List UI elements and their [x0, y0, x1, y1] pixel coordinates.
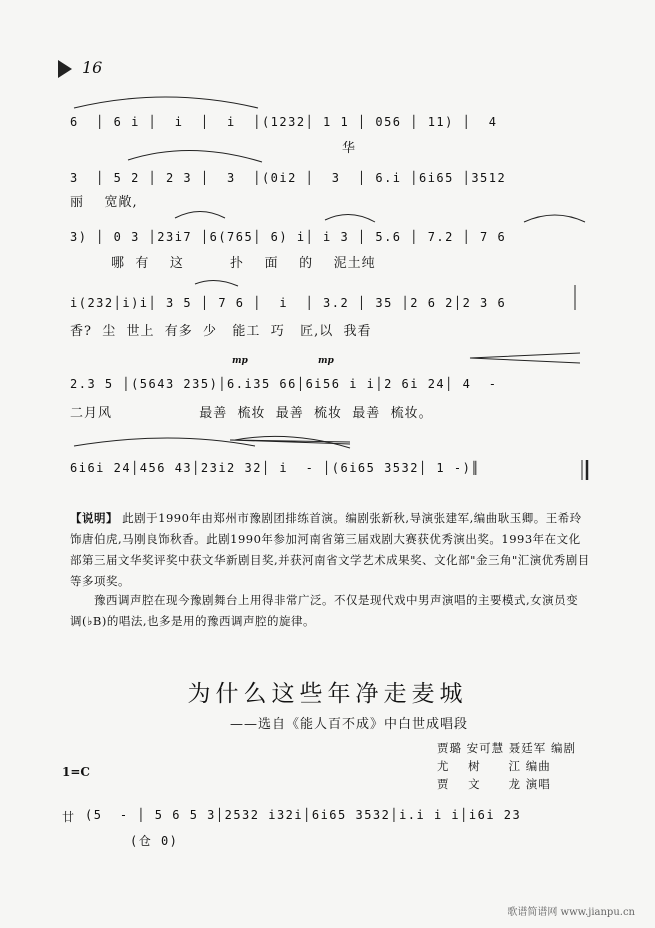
- score-row-5-notes: 2.3 5 │(5643 235)│6.i35 66│6i56 i i│2 6i 24│ 4 -: [70, 377, 498, 391]
- description-paragraph-1: [70, 508, 590, 592]
- score-row-1-lyrics: 华: [70, 141, 357, 156]
- score-row-6-notes: 6i6i 24│456 43│23i2 32│ i - │(6i65 3532│ 1 -)║: [70, 461, 481, 475]
- description-paragraph-2: 豫西调声腔在现今豫剧舞台上用得非常广泛。不仅是现代戏中男声演唱的主要模式,女演员变调(♭B)的唱法,也多是用的豫西调声腔的旋律。: [70, 593, 579, 628]
- credit-line: 贾 文 龙 演唱: [437, 777, 551, 791]
- score-row-4-notes: i(232│i)i│ 3 5 │ 7 6 │ i │ 3.2 │ 35 │2 6 2│2 3 6: [70, 296, 507, 310]
- page-number: 16: [82, 58, 103, 77]
- song2-row-1-notes: (5 - │ 5 6 5 3│2532 i32i│6i65 3532│i.i i i│i6i 23: [85, 808, 522, 822]
- description-text-1: 此剧于1990年由郑州市豫剧团排练首演。编剧张新秋,导演张建军,编曲耿玉卿。王希玲饰唐伯虎,马刚良饰秋香。此剧1990年参加河南省第三届戏剧大赛获优秀演出奖。1993年在文化部第三届文华奖评奖中获文华新剧目奖,并获河南省文学艺术成果奖、文化部"金三角"汇演优秀剧目等多项奖。: [70, 511, 590, 588]
- song-title: 为什么这些年净走麦城: [187, 681, 468, 707]
- score-row-2-notes: 3 │ 5 2 │ 2 3 │ 3 │(0i2 │ 3 │ 6.i │6i65 │3512: [70, 171, 507, 185]
- percussion-notation: (仓 0): [130, 834, 179, 848]
- song-subtitle: ——选自《能人百不成》中白世成唱段: [230, 717, 469, 732]
- score-row-1-notes: 6 │ 6 i │ i │ i │(1232│ 1 1 │ 056 │ 11) │ 4: [70, 115, 498, 129]
- dynamic-marking: mp: [318, 356, 334, 366]
- score-row-4-lyrics: 香? 尘 世上 有多 少 能工 巧 匠,以 我看: [70, 324, 372, 339]
- song2-prefix: 廿: [62, 810, 76, 824]
- score-row-2-lyrics: 丽 宽敞,: [70, 195, 138, 210]
- score-row-3-notes: 3) │ 0 3 │23i7 │6(765│ 6) i│ i 3 │ 5.6 │ 7.2 │ 7 6: [70, 230, 507, 244]
- key-signature: 1=C: [62, 765, 90, 779]
- score-row-3-lyrics: 哪 有 这 扑 面 的 泥土纯: [70, 256, 376, 271]
- description-label: 【说明】: [70, 511, 118, 525]
- credit-line: 贾璐 安可慧 聂廷军 编剧: [437, 741, 576, 755]
- score-row-5-lyrics: 二月风 最善 梳妆 最善 梳妆 最善 梳妆。: [70, 406, 433, 421]
- dynamic-marking: mp: [232, 356, 248, 366]
- watermark: 歌谱简谱网 www.jianpu.cn: [507, 907, 635, 918]
- credit-line: 尤 树 江 编曲: [437, 759, 551, 773]
